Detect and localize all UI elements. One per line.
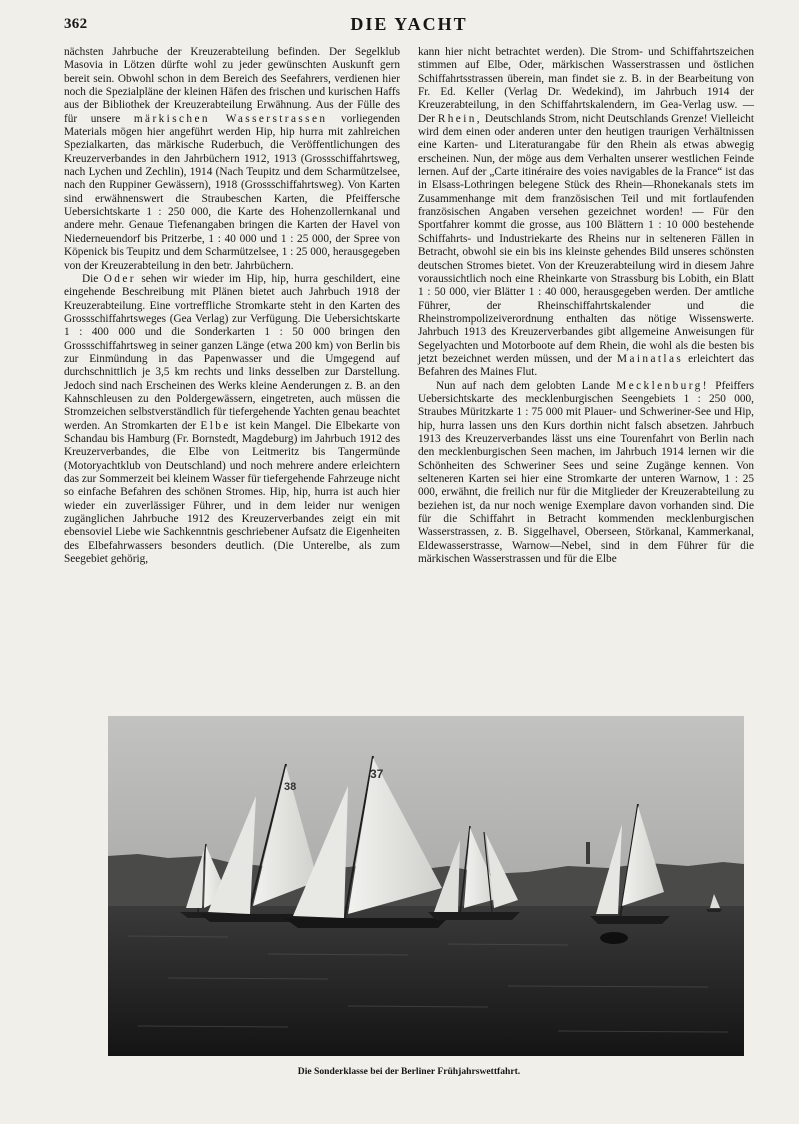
- spaced-term-mecklenburg: Mecklenburg!: [616, 379, 709, 392]
- right-paragraph-2: [418, 380, 754, 567]
- sailing-photo: [108, 716, 744, 1056]
- left-p2-lead: Die: [82, 272, 99, 285]
- sail-number-37: 37: [370, 767, 384, 781]
- lake-water: [108, 906, 744, 1056]
- right-p2-lead: Nun auf nach dem gelobten Lande: [436, 379, 610, 392]
- left-p1-rest: vorliegenden Materials mögen hier angeführt werden Hip, hip hurra mit zahlreichen Spezialkarten, das märkische Ruderbuch, die Veröffentlichungen des Kreuzerverbandes in den Jahrbüchern 1912, 1913 (Grossschiffahrtsweg, nach Lychen und Zechlin), 1914 (Nach Teupitz und dem Scharmützelsee, nach den Ruppiner Gewässern), 1918 (Grossschiffahrtsweg). Von Karten sind erwähnenswert die Straubeschen Karten, die Pfeiffersche Uebersichtskarte 1 : 250 000, die Karte des Hohenzollernkanal und andere mehr. Genaue Tiefenangaben bringen die Karten der Havel von Niederneuendorf bis Pritzerbe, 1 : 40 000 und 1 : 25 000, der Spree von Köpenick bis Teupitz und dem Scharmützelsee, 1 : 25 000, herausgegeben von der Kreuzerabteilung in den betr. Jahrbüchern.: [64, 112, 400, 272]
- left-paragraph-2: [64, 273, 400, 567]
- page-number: 362: [64, 16, 88, 32]
- spaced-term-maerkische-wasserstrassen: märkischen Wasserstrassen: [133, 112, 328, 125]
- right-p1-text: kann hier nicht betrachtet werden). Die Strom- und Schiffahrtszeichen stimmen auf Elbe, Oder, märkischen Wasserstrassen und östlichen Schiffahrtsstrassen überein, man findet sie z. B. in der Bearbeitung von Fr. Ed. Keller (Verlag Dr. Wedekind), im Jahrbuch 1914 der Kreuzerabteilung, in den Schiffahrtskalendern, im Gea-Verlag usw. — Der: [418, 46, 754, 125]
- chimney: [586, 842, 590, 864]
- right-p1-rest: Deutschlands Strom, nicht Deutschlands Grenze! Vielleicht wird dem einen oder anderen unter den heutigen traurigen Verhältnissen eine Karten- und Literaturangabe für den Rhein als etwas abwegig erscheinen. Nun, der möge aus dem Verhalten unserer westlichen Feinde lernen. Auf der „Carte itinéraire des voies navigables de la France“ ist das in Elsass-Lothringen belegene Stück des Rhein—Rhonekanals stets im Zusammenhange mit dem französischen Teil und mit fortlaufenden französischen Angaben versehen gezeichnet worden! — Für den Sportfahrer kommt die grosse, aus 100 Blättern 1 : 10 000 bestehende Schiffahrts- und Industriekarte des Rheins nur in selteneren Fällen in Betracht, obwohl sie ein bis ins kleinste gehendes Bild unseres schönsten deutschen Stromes bietet. Von der Kreuzerabteilung wird in diesem Jahre voraussichtlich noch eine Rheinkarte von Strassburg bis Lobith, ein Blatt 1 : 50 000, vier Blätter 1 : 40 000, herausgegeben werden. Der amtliche Führer, der Rheinschiffahrtskalender und die Rheinstrompolizeiverordnung enthalten das nötige Wissenswerte. Jahrbuch 1913 des Kreuzerverbandes gibt allgemeine Anweisungen für Segelyachten und Motorboote auf dem Rhein, die wohl als die besten bis jetzt bezeichnet werden müssen, und der: [418, 112, 755, 365]
- right-paragraph-1: [418, 46, 754, 380]
- spaced-term-mainatlas: Mainatlas: [617, 352, 684, 365]
- left-paragraph-1: [64, 46, 400, 273]
- photo-caption: Die Sonderklasse bei der Berliner Frühjahrswettfahrt.: [297, 1066, 521, 1077]
- spaced-term-rhein: Rhein,: [437, 112, 483, 125]
- page-header: [64, 14, 754, 38]
- right-p1-rest2: erleichtert das Befahren des Maines Flut.: [418, 352, 755, 379]
- left-p1-text: nächsten Jahrbuche der Kreuzerabteilung befinden. Der Segelklub Masovia in Lötzen dürfte wohl zu jeder gewünschten Auskunft gern bereit sein. Obwohl schon in dem Bereich des Seefahrers, verdienen hier noch die Spezialpläne der kleinen Häfen des frischen und kurischen Haffs aus der Bibliothek der Kreuzerabteilung Erwähnung. Aus der Fülle des für unsere: [64, 46, 400, 125]
- spaced-term-oder: Oder: [103, 272, 136, 285]
- right-p2-rest: Pfeiffers Uebersichtskarte des mecklenburgischen Seengebiets 1 : 250 000, Straubes Müritzkarte 1 : 75 000 mit Plauer- und Schweriner-See und Hip, hip, hurra lassen uns den Kurs dorthin nicht falsch absetzen. Jahrbuch 1913 des Kreuzerverbandes lässt uns eine Tourenfahrt von Berlin nach den mecklenburgischen Seen machen, im Jahrbuch 1914 lernen wir die Schönheiten des Schweriner Sees und seine Zugänge kennen. Von selteneren Karten sei hier eine Stromkarte der unteren Warnow, 1 : 25 000, erwähnt, die freilich nur für die Mitglieder der Kreuzerabteilung zu beziehen ist, da nur noch wenige Exemplare davon vorhanden sind. Die für die Schiffahrt in Betracht kommenden mecklenburgischen Wasserstrassen, z. B. Siggelhavel, Oberseen, Störkanal, Kammerkanal, Eldewasserstrasse, Warnow—Nebel, sind in dem Führer für die märkischen Wasserstrassen und für die Elbe: [418, 379, 754, 566]
- text-columns: [64, 46, 754, 704]
- spaced-term-elbe: Elbe: [200, 419, 231, 432]
- rowing-boat: [600, 932, 628, 944]
- left-p2-text: sehen wir wieder im Hip, hip, hurra geschildert, eine eingehende Beschreibung mit Plänen bietet auch Jahrbuch 1918 der Kreuzerabteilung. Eine vortreffliche Stromkarte steht in den Karten des Grossschiffahrtsweges (Gea Verlag) zur Verfügung. Die Uebersichtskarte 1 : 400 000 und die Sonderkarten 1 : 50 000 bringen den Grossschiffahrtsweg in seiner ganzen Länge (etwa 200 km) von Berlin bis zur Einmündung in das Papenwasser und die Umgegend auf durchschnittlich je 3,5 km rechts und links desselben zur Darstellung. Jedoch sind nach Erscheinen des Werks kleine Aenderungen z. B. an den Kahnschleusen zu den Poldergewässern, eingetreten, auch müssen die Stromzeichen selbstverständlich für tiefergehende Yachten genau beachtet werden. An Stromkarten der: [64, 272, 401, 432]
- left-p2-rest: ist kein Mangel. Die Elbekarte von Schandau bis Hamburg (Fr. Bornstedt, Magdeburg) im Jahrbuch 1912 des Kreuzerverbandes, die Elbe von Leitmeritz bis Tangermünde (Motoryachtklub von Deutschland) und noch mehrere andere erleichtern das zur Sommerzeit bei kleinem Wasser für tiefergehende Fahrzeuge nicht so einfache Befahren des schönen Stromes. Hip, hip, hurra ist auch hier wieder ein zuverlässiger Führer, und in dem leider nur wenigen zugänglichen Jahrbuche 1912 des Kreuzerverbandes zeigt ein mit ebensoviel Liebe wie Sachkenntnis geschriebener Aufsatz die Eigenheiten des Elbefahrwassers besonders deutlich. (Die Unterelbe, als zum Seegebiet gehörig,: [64, 419, 400, 566]
- right-column: [418, 46, 754, 704]
- sail-number-38: 38: [284, 781, 297, 793]
- left-column: [64, 46, 400, 704]
- sailing-photo-image: [108, 716, 744, 1056]
- running-title: DIE YACHT: [350, 14, 468, 34]
